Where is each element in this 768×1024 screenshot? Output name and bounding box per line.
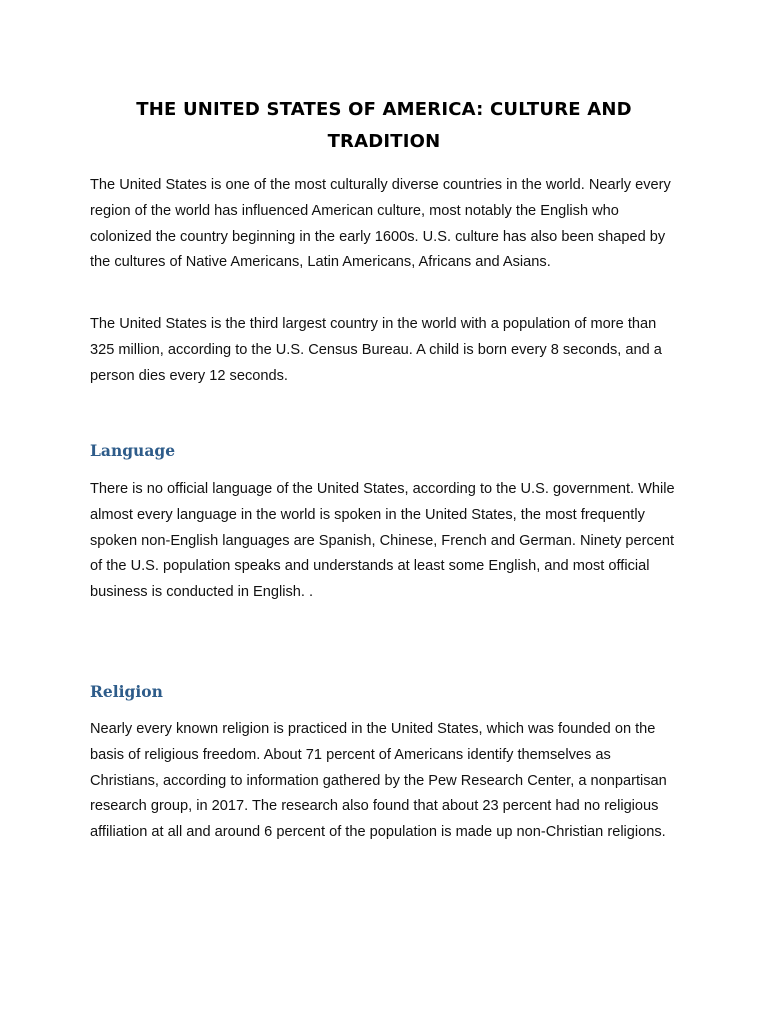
section-heading-language: Language (90, 441, 176, 460)
section-heading-religion: Religion (90, 682, 163, 701)
intro-paragraph-2: The United States is the third largest country in the world with a population of more than 325 million, according to the U.S. Census Bureau. A child is born every 8 seconds, and a person dies every 12 seconds. (90, 316, 662, 384)
language-paragraph: There is no official language of the United States, according to the U.S. government. While almost every language in the world is spoken in the United States, the most frequently spoken non-English languages are Spanish, Chinese, French and German. Ninety percent of the U.S. population speaks and understands at least some English, and most official business is conducted in English. . (90, 481, 675, 601)
document-title: THE UNITED STATES OF AMERICA: CULTURE AND TRADITION (136, 99, 632, 152)
intro-paragraph-1: The United States is one of the most culturally diverse countries in the world. Nearly every region of the world has influenced American culture, most notably the English who colonized the country beginning in the early 1600s. U.S. culture has also been shaped by the cultures of Native Americans, Latin Americans, Africans and Asians. (90, 177, 671, 271)
religion-paragraph: Nearly every known religion is practiced in the United States, which was founded on the basis of religious freedom. About 71 percent of Americans identify themselves as Christians, according to information gathered by the Pew Research Center, a nonpartisan research group, in 2017. The research also found that about 23 percent had no religious affiliation at all and around 6 percent of the population is made up non-Christian religions. (90, 721, 667, 841)
